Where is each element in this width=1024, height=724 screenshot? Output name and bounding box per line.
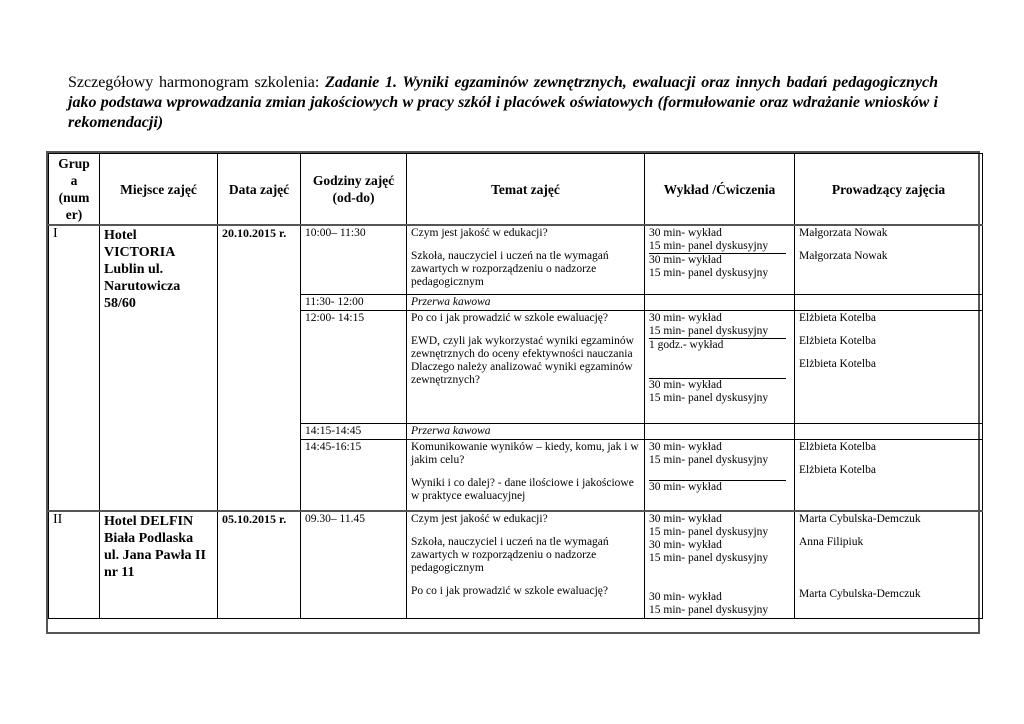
session-topics: [407, 511, 645, 619]
group-place: [100, 225, 218, 511]
header-group-line: a: [70, 173, 78, 188]
table-row: [49, 225, 983, 295]
empty-cell: [645, 424, 795, 440]
session-trainers: [795, 311, 983, 424]
place-line: nr 11: [104, 565, 135, 580]
type-item: 15 min- panel dyskusyjny: [649, 392, 769, 404]
type-item: 30 min- wykład: [649, 539, 722, 551]
place-line: Biała Podlaska: [104, 531, 194, 546]
place-line: ul. Jana Pawła II: [104, 548, 206, 563]
session-trainers: [795, 440, 983, 512]
session-types: [645, 311, 795, 424]
place-line: Lublin ul.: [104, 262, 164, 277]
type-item: 15 min- panel dyskusyjny: [649, 552, 769, 564]
session-hours: 09.30– 11.45: [301, 511, 407, 619]
break-label: Przerwa kawowa: [407, 295, 645, 311]
header-group-line: Grup: [58, 156, 90, 171]
trainer: Marta Cybulska-Demczuk: [799, 513, 921, 525]
header-group-line: (num: [58, 190, 90, 205]
type-item: 30 min- wykład: [649, 254, 722, 266]
session-types: [645, 225, 795, 295]
group-date: 05.10.2015 r.: [218, 511, 301, 619]
topic: Dlaczego należy analizować wyniki egzaminów zewnętrznych?: [411, 361, 633, 386]
header-hours: Godziny zajęć (od-do): [301, 154, 407, 226]
type-item: 1 godz.- wykład: [649, 339, 786, 379]
session-hours: 10:00– 11:30: [301, 225, 407, 295]
trainer: Marta Cybulska-Demczuk: [799, 588, 921, 600]
empty-cell: [645, 295, 795, 311]
header-type: Wykład /Ćwiczenia: [645, 154, 795, 226]
topic: Czym jest jakość w edukacji?: [411, 227, 548, 239]
group-id: II: [49, 511, 100, 619]
document-heading: [68, 73, 938, 133]
place-line: Hotel DELFIN: [104, 514, 194, 529]
topic: Po co i jak prowadzić w szkole ewaluację?: [411, 312, 609, 324]
header-place: Miejsce zajęć: [100, 154, 218, 226]
trainer: Elżbieta Kotelba: [799, 441, 876, 453]
topic: EWD, czyli jak wykorzystać wyniki egzaminów zewnętrznych do oceny efektywności nauczania: [411, 335, 634, 360]
session-topics: [407, 225, 645, 295]
type-item: 15 min- panel dyskusyjny: [649, 325, 786, 339]
break-label: Przerwa kawowa: [407, 424, 645, 440]
topic: Komunikowanie wyników – kiedy, komu, jak i w jakim celu?: [411, 441, 639, 466]
topic: Wyniki i co dalej? - dane ilościowe i jakościowe w praktyce ewaluacyjnej: [411, 477, 634, 502]
type-item: 30 min- wykład: [649, 379, 722, 391]
place-line: 58/60: [104, 296, 136, 311]
type-item: 15 min- panel dyskusyjny: [649, 267, 769, 279]
break-hours: 14:15-14:45: [301, 424, 407, 440]
schedule-table-frame: [46, 151, 980, 634]
header-trainer: Prowadzący zajęcia: [795, 154, 983, 226]
topic: Szkoła, nauczyciel i uczeń na tle wymagań zawartych w rozporządzeniu o nadzorze pedagogicznym: [411, 250, 609, 288]
heading-task-title: Zadanie 1. Wyniki egzaminów zewnętrznych, ewaluacji oraz innych badań pedagogicznych jako podstawa wprowadzania zmian jakościowych w pracy szkół i placówek oświatowych (formułowanie oraz wdrażanie wniosków i rekomendacji): [68, 74, 939, 131]
session-trainers: [795, 511, 983, 619]
session-topics: [407, 311, 645, 424]
group-date: 20.10.2015 r.: [218, 225, 301, 511]
place-line: Narutowicza: [104, 279, 181, 294]
header-group: [49, 154, 100, 226]
type-item: 30 min- wykład: [649, 227, 722, 239]
type-item: 30 min- wykład: [649, 441, 722, 453]
trainer: Elżbieta Kotelba: [799, 464, 876, 476]
session-types: [645, 440, 795, 512]
place-line: Hotel: [104, 228, 137, 243]
header-date: Data zajęć: [218, 154, 301, 226]
session-hours: 14:45-16:15: [301, 440, 407, 512]
topic: Po co i jak prowadzić w szkole ewaluację?: [411, 585, 609, 597]
header-row: [49, 154, 983, 226]
trainer: Elżbieta Kotelba: [799, 312, 876, 324]
session-types: [645, 511, 795, 619]
trainer: Elżbieta Kotelba: [799, 335, 876, 347]
type-item: 30 min- wykład: [649, 481, 722, 493]
session-hours: 12:00- 14:15: [301, 311, 407, 424]
type-item: 30 min- wykład: [649, 513, 722, 525]
trainer: Anna Filipiuk: [799, 536, 864, 548]
table-row: [49, 511, 983, 619]
type-item: 15 min- panel dyskusyjny: [649, 526, 769, 538]
header-group-line: er): [65, 207, 83, 222]
session-trainers: [795, 225, 983, 295]
break-hours: 11:30- 12:00: [301, 295, 407, 311]
trainer: Małgorzata Nowak: [799, 250, 888, 262]
schedule-table: [48, 153, 983, 619]
type-item: 30 min- wykład: [649, 312, 722, 324]
type-item: 15 min- panel dyskusyjny: [649, 604, 769, 616]
type-item: 15 min- panel dyskusyjny: [649, 454, 786, 481]
type-item: 15 min- panel dyskusyjny: [649, 240, 786, 254]
header-topic: Temat zajęć: [407, 154, 645, 226]
type-item: 30 min- wykład: [649, 591, 722, 603]
trainer: Elżbieta Kotelba: [799, 358, 876, 370]
trainer: Małgorzata Nowak: [799, 227, 888, 239]
group-place: [100, 511, 218, 619]
topic: Szkoła, nauczyciel i uczeń na tle wymagań zawartych w rozporządzeniu o nadzorze pedagogicznym: [411, 536, 609, 574]
place-line: VICTORIA: [104, 245, 176, 260]
topic: Czym jest jakość w edukacji?: [411, 513, 548, 525]
session-topics: [407, 440, 645, 512]
empty-cell: [795, 295, 983, 311]
empty-cell: [795, 424, 983, 440]
heading-lead: Szczegółowy harmonogram szkolenia:: [68, 74, 326, 91]
group-id: I: [49, 225, 100, 511]
